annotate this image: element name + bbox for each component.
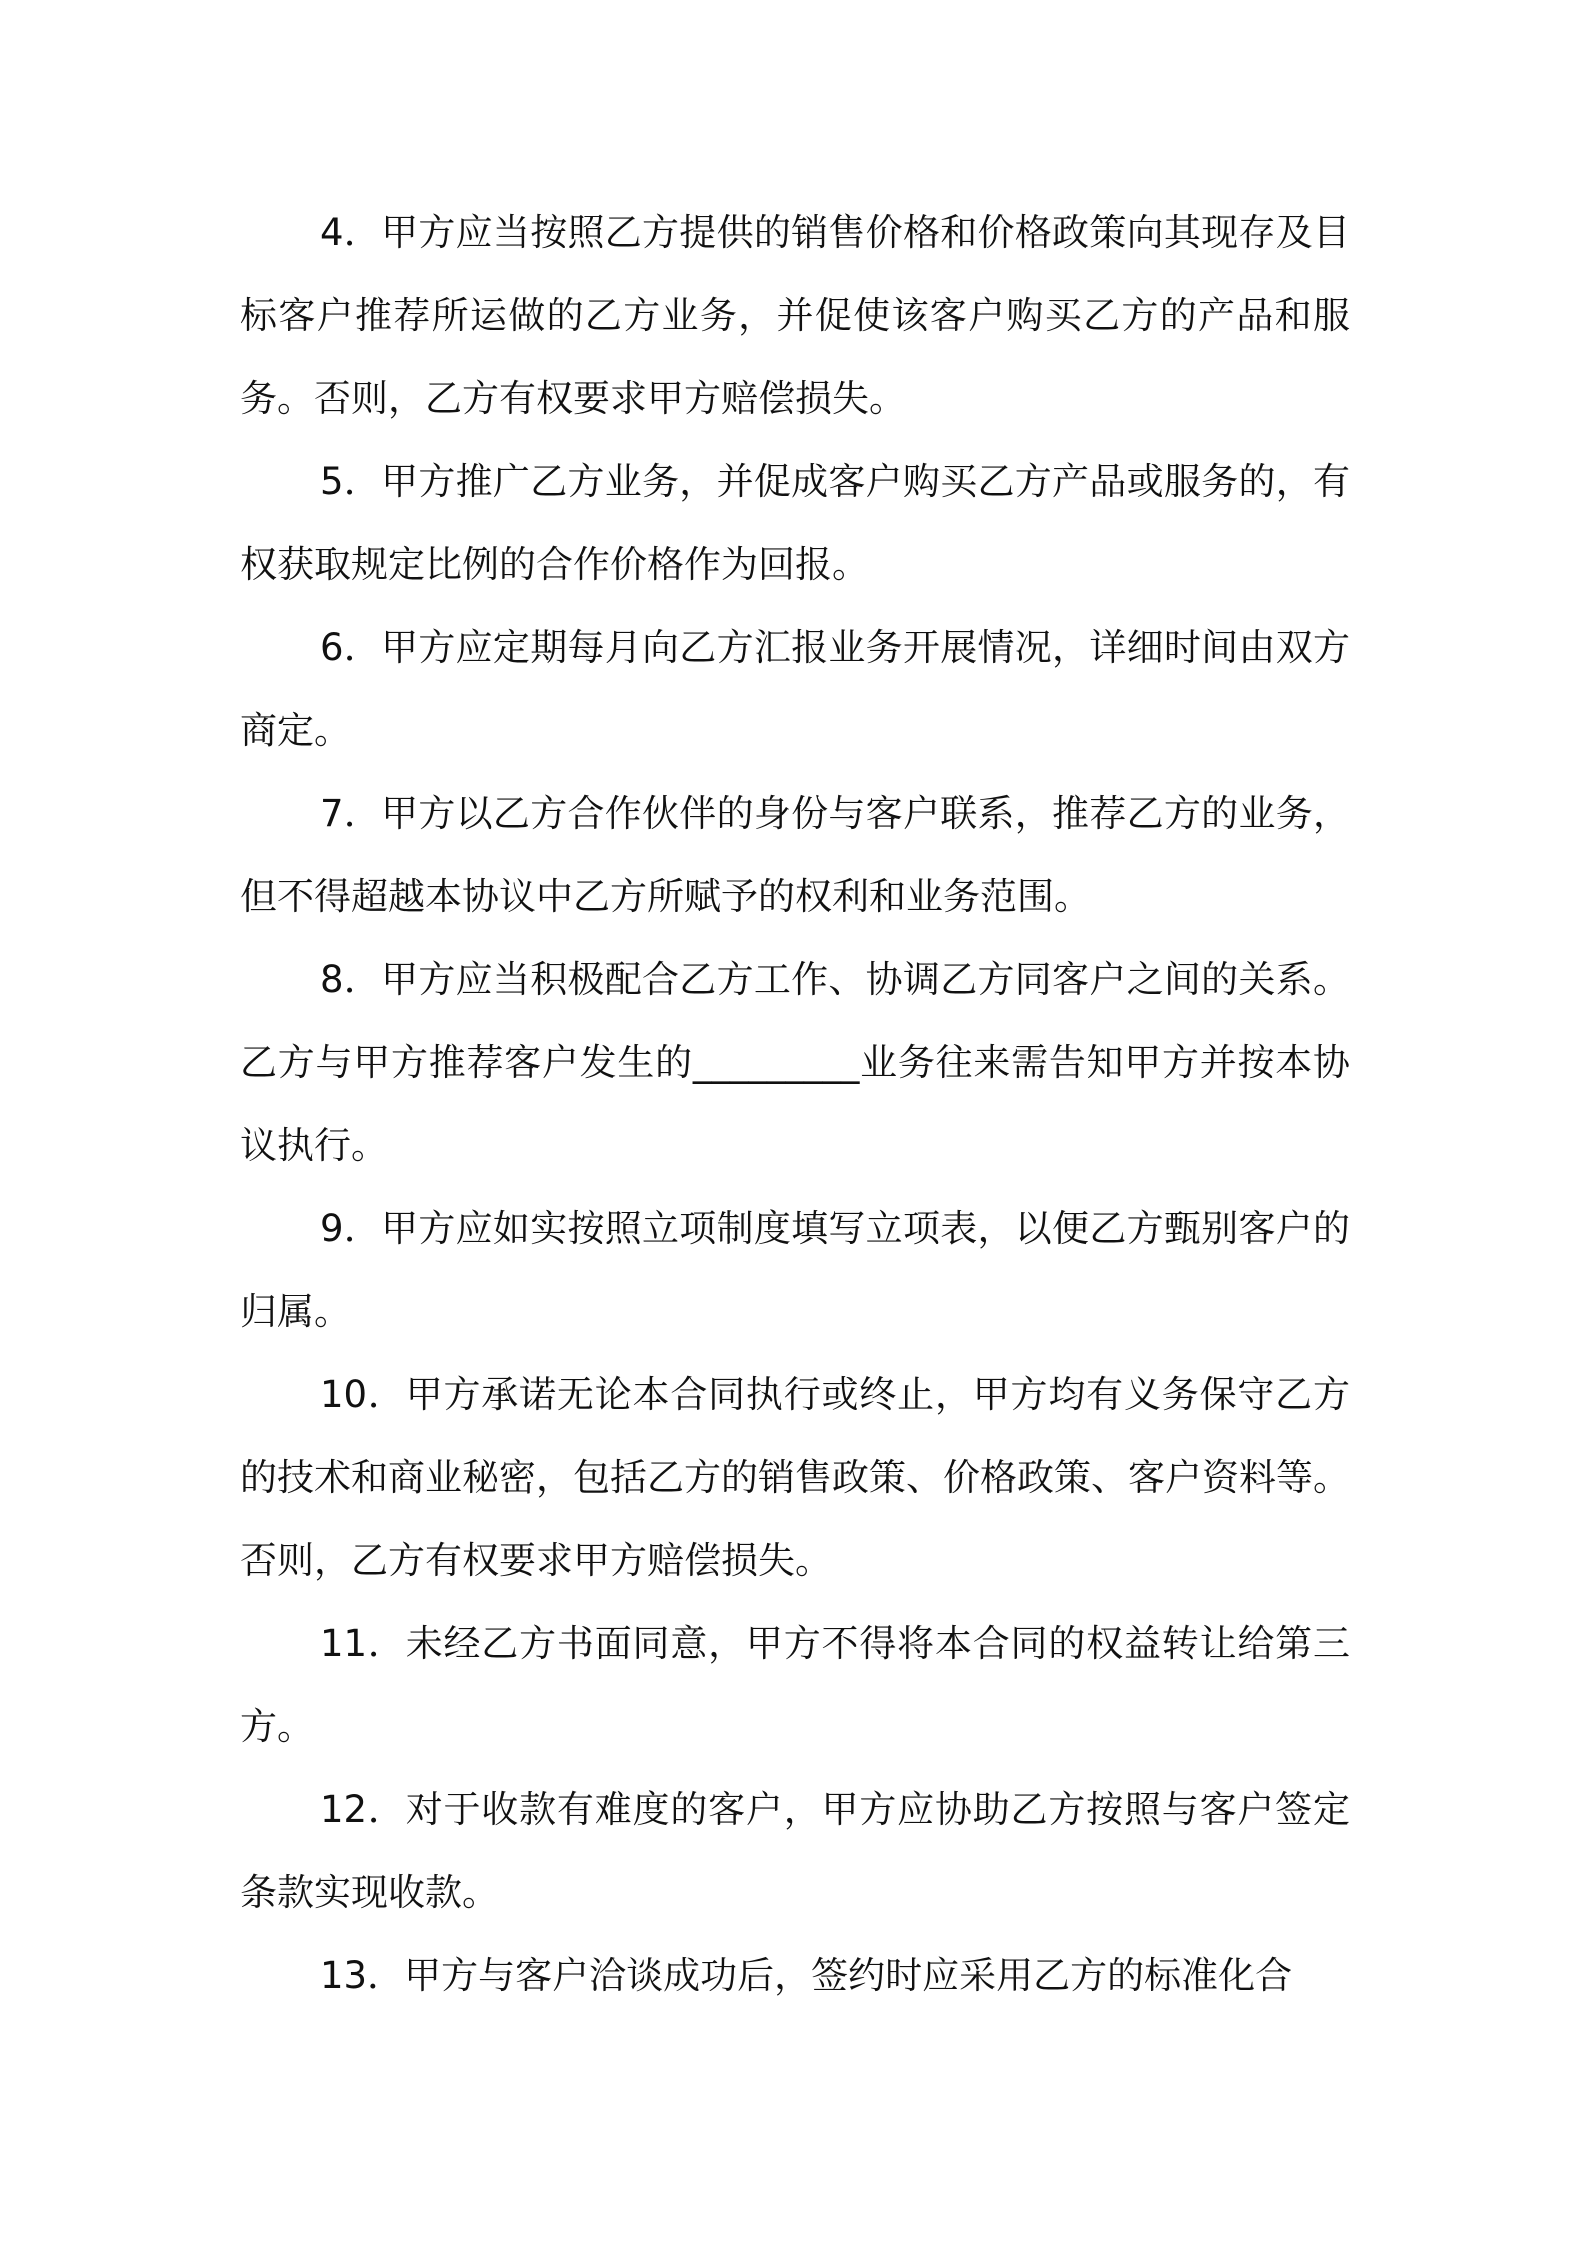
clause-5: 5．甲方推广乙方业务，并促成客户购买乙方产品或服务的，有权获取规定比例的合作价格作为回报。 bbox=[240, 460, 1350, 586]
clause-11: 11．未经乙方书面同意，甲方不得将本合同的权益转让给第三方。 bbox=[240, 1622, 1350, 1748]
clause-13: 13．甲方与客户洽谈成功后，签约时应采用乙方的标准化合 bbox=[320, 1954, 1293, 1997]
document-page bbox=[240, 191, 1350, 2017]
clause-8: 8．甲方应当积极配合乙方工作、协调乙方同客户之间的关系。乙方与甲方推荐客户发生的_________业务往来需告知甲方并按本协议执行。 bbox=[240, 958, 1350, 1167]
clause-4: 4．甲方应当按照乙方提供的销售价格和价格政策向其现存及目标客户推荐所运做的乙方业务，并促使该客户购买乙方的产品和服务。否则，乙方有权要求甲方赔偿损失。 bbox=[240, 211, 1350, 420]
clause-9: 9．甲方应如实按照立项制度填写立项表，以便乙方甄别客户的归属。 bbox=[240, 1207, 1350, 1333]
clause-6: 6．甲方应定期每月向乙方汇报业务开展情况，详细时间由双方商定。 bbox=[240, 626, 1350, 752]
clause-7: 7．甲方以乙方合作伙伴的身份与客户联系，推荐乙方的业务，但不得超越本协议中乙方所赋予的权利和业务范围。 bbox=[240, 792, 1350, 918]
clause-10: 10．甲方承诺无论本合同执行或终止，甲方均有义务保守乙方的技术和商业秘密，包括乙方的销售政策、价格政策、客户资料等。否则，乙方有权要求甲方赔偿损失。 bbox=[240, 1373, 1350, 1582]
clause-12: 12．对于收款有难度的客户，甲方应协助乙方按照与客户签定条款实现收款。 bbox=[240, 1788, 1350, 1914]
